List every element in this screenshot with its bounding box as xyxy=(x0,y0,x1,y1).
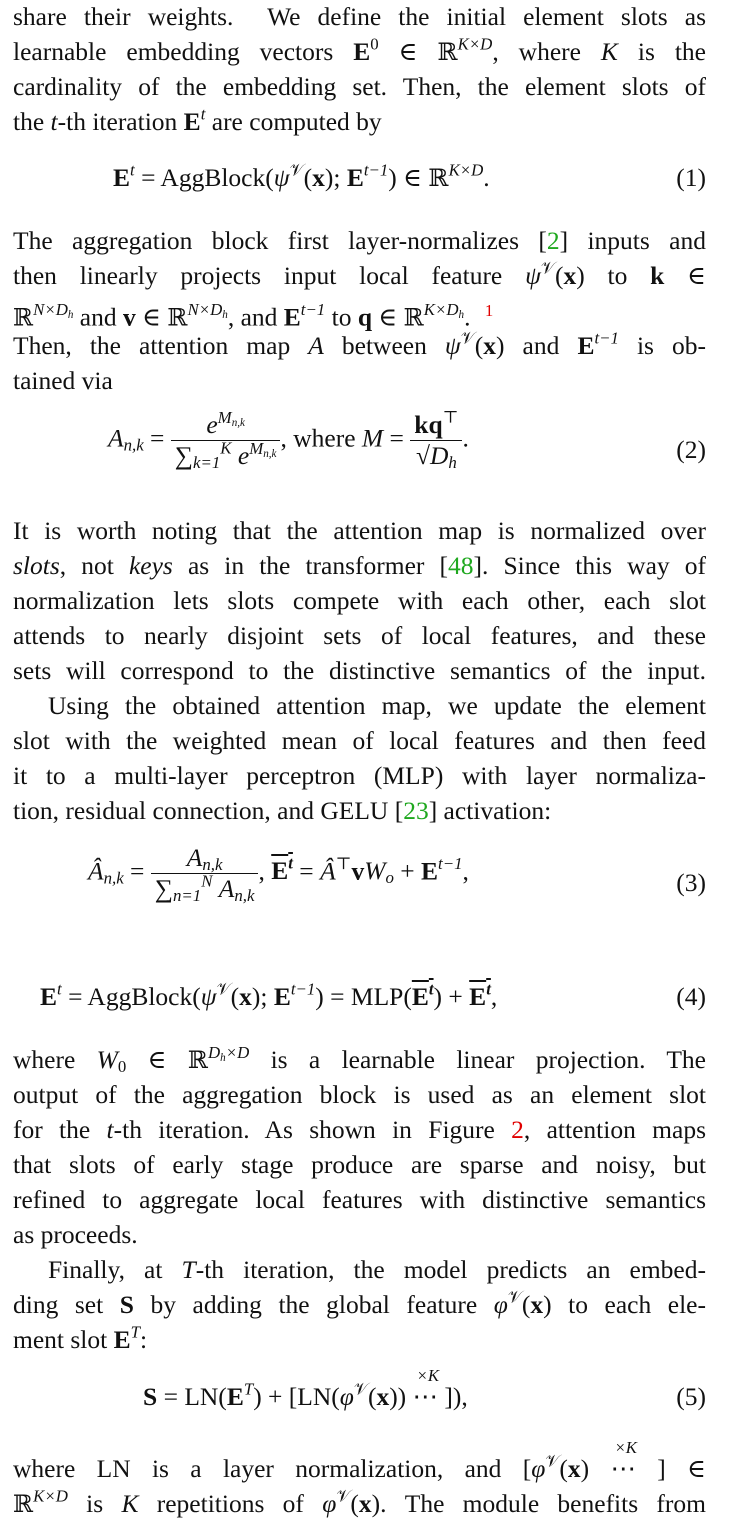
text-line: then linearly projects input local feature $\psi^𝒱(x)$ to k ∈ xyxy=(13,258,706,290)
text-line: output of the aggregation block is used as an element slot xyxy=(13,1080,706,1109)
text-line: ment slot $E^T$: xyxy=(13,1322,148,1354)
equation-number: (5) xyxy=(676,1382,706,1411)
text-line: as proceeds. xyxy=(13,1220,138,1249)
text-line: ℝ$^{K\times D}$ is K repetitions of $\varphi^𝒱(x)$. The module benefits from xyxy=(13,1486,706,1518)
figure-reference-link[interactable]: 2 xyxy=(511,1115,524,1144)
text-line: where $W_0$ ∈ ℝ$^{D_h\times D}$ is a learnable linear projection. The xyxy=(13,1042,707,1077)
equation-2: $A_{n,k}$ = $\frac{e^{M_{n,k}}}{\sum_{k=1}^K e^{M_{n,k}}}$ , where M = $\frac{kq^⊤}{√D_h}$ . (2) xyxy=(108,407,706,473)
text-line: tained via xyxy=(13,366,113,395)
equation-number: (3) xyxy=(676,868,706,897)
text-line: The aggregation block first layer-normalizes [2] inputs and xyxy=(13,226,706,255)
equation-number: (1) xyxy=(676,163,706,192)
equation-3: $Â_{n,k}$ = $\frac{A_{n,k}}{\sum_{n=1}^N A_{n,k}}$ , $E^t$ = $Â^⊤vW_o + E^{t-1}$, (3) xyxy=(88,843,706,906)
equation-number: (4) xyxy=(676,982,706,1011)
equation-5: $S = LN(E^T) + [LN(\varphi^𝒱(x))$ ⋯ ×K ]), (5) xyxy=(143,1366,706,1411)
citation-link[interactable]: 2 xyxy=(546,226,560,255)
text-line: Using the obtained attention map, we update the element xyxy=(48,691,706,720)
text-line: It is worth noting that the attention map is normalized over xyxy=(13,516,706,545)
text-line: the t-th iteration $E^t$ are computed by xyxy=(13,104,382,136)
text-line: ding set S by adding the global feature $\varphi^𝒱(x)$ to each ele- xyxy=(13,1287,706,1319)
text-line: normalization lets slots compete with each other, each slot xyxy=(13,586,706,615)
text-line: for the t-th iteration. As shown in Figure 2, attention maps xyxy=(13,1115,706,1144)
text-line: slot with the weighted mean of local features and then feed xyxy=(13,726,706,755)
text-line: share their weights. We define the initial element slots as xyxy=(13,2,706,31)
text-line: tion, residual connection, and GELU [23] activation: xyxy=(13,796,552,825)
text-line: where LN is a layer normalization, and [$\varphi^𝒱(x)$ ⋯ ×K ] ∈ xyxy=(13,1438,706,1483)
text-line: sets will correspond to the distinctive semantics of the input. xyxy=(13,656,706,685)
text-line: ℝ$^{N\times D_h}$ and v ∈ ℝ$^{N\times D_h}$, and $E^{t-1}$ to q ∈ ℝ$^{K\times D_h}$. $^1$ xyxy=(13,299,494,332)
equation-1: $E^t$ = $AggBlock(\psi^𝒱(x)$; $E^{t-1}$) ∈ ℝ$^{K\times D}$. (1) xyxy=(113,160,706,192)
citation-link[interactable]: 48 xyxy=(448,551,474,580)
equation-number: (2) xyxy=(676,435,706,464)
citation-link[interactable]: 23 xyxy=(403,796,429,825)
text-line: Finally, at T-th iteration, the model predicts an embed- xyxy=(48,1255,706,1284)
text-line: Then, the attention map A between $\psi^𝒱(x)$ and $E^{t-1}$ is ob- xyxy=(13,328,707,360)
text-line: it to a multi-layer perceptron (MLP) with layer normaliza- xyxy=(13,761,706,790)
text-line: that slots of early stage produce are sparse and noisy, but xyxy=(13,1150,706,1179)
text-line: learnable embedding vectors $E^0$ ∈ ℝ$^{K\times D}$, where K is the xyxy=(13,34,706,66)
text-line: refined to aggregate local features with distinctive semantics xyxy=(13,1185,706,1214)
footnote-marker[interactable]: 1 xyxy=(484,301,494,320)
equation-4: $E^t$ = $AggBlock(\psi^𝒱(x)$; $E^{t-1}) = MLP(E^t) + E^t$, (4) xyxy=(40,979,706,1011)
text-line: cardinality of the embedding set. Then, the element slots of xyxy=(13,72,706,101)
text-line: slots, not keys as in the transformer [48]. Since this way of xyxy=(13,551,707,580)
text-line: attends to nearly disjoint sets of local features, and these xyxy=(13,621,706,650)
